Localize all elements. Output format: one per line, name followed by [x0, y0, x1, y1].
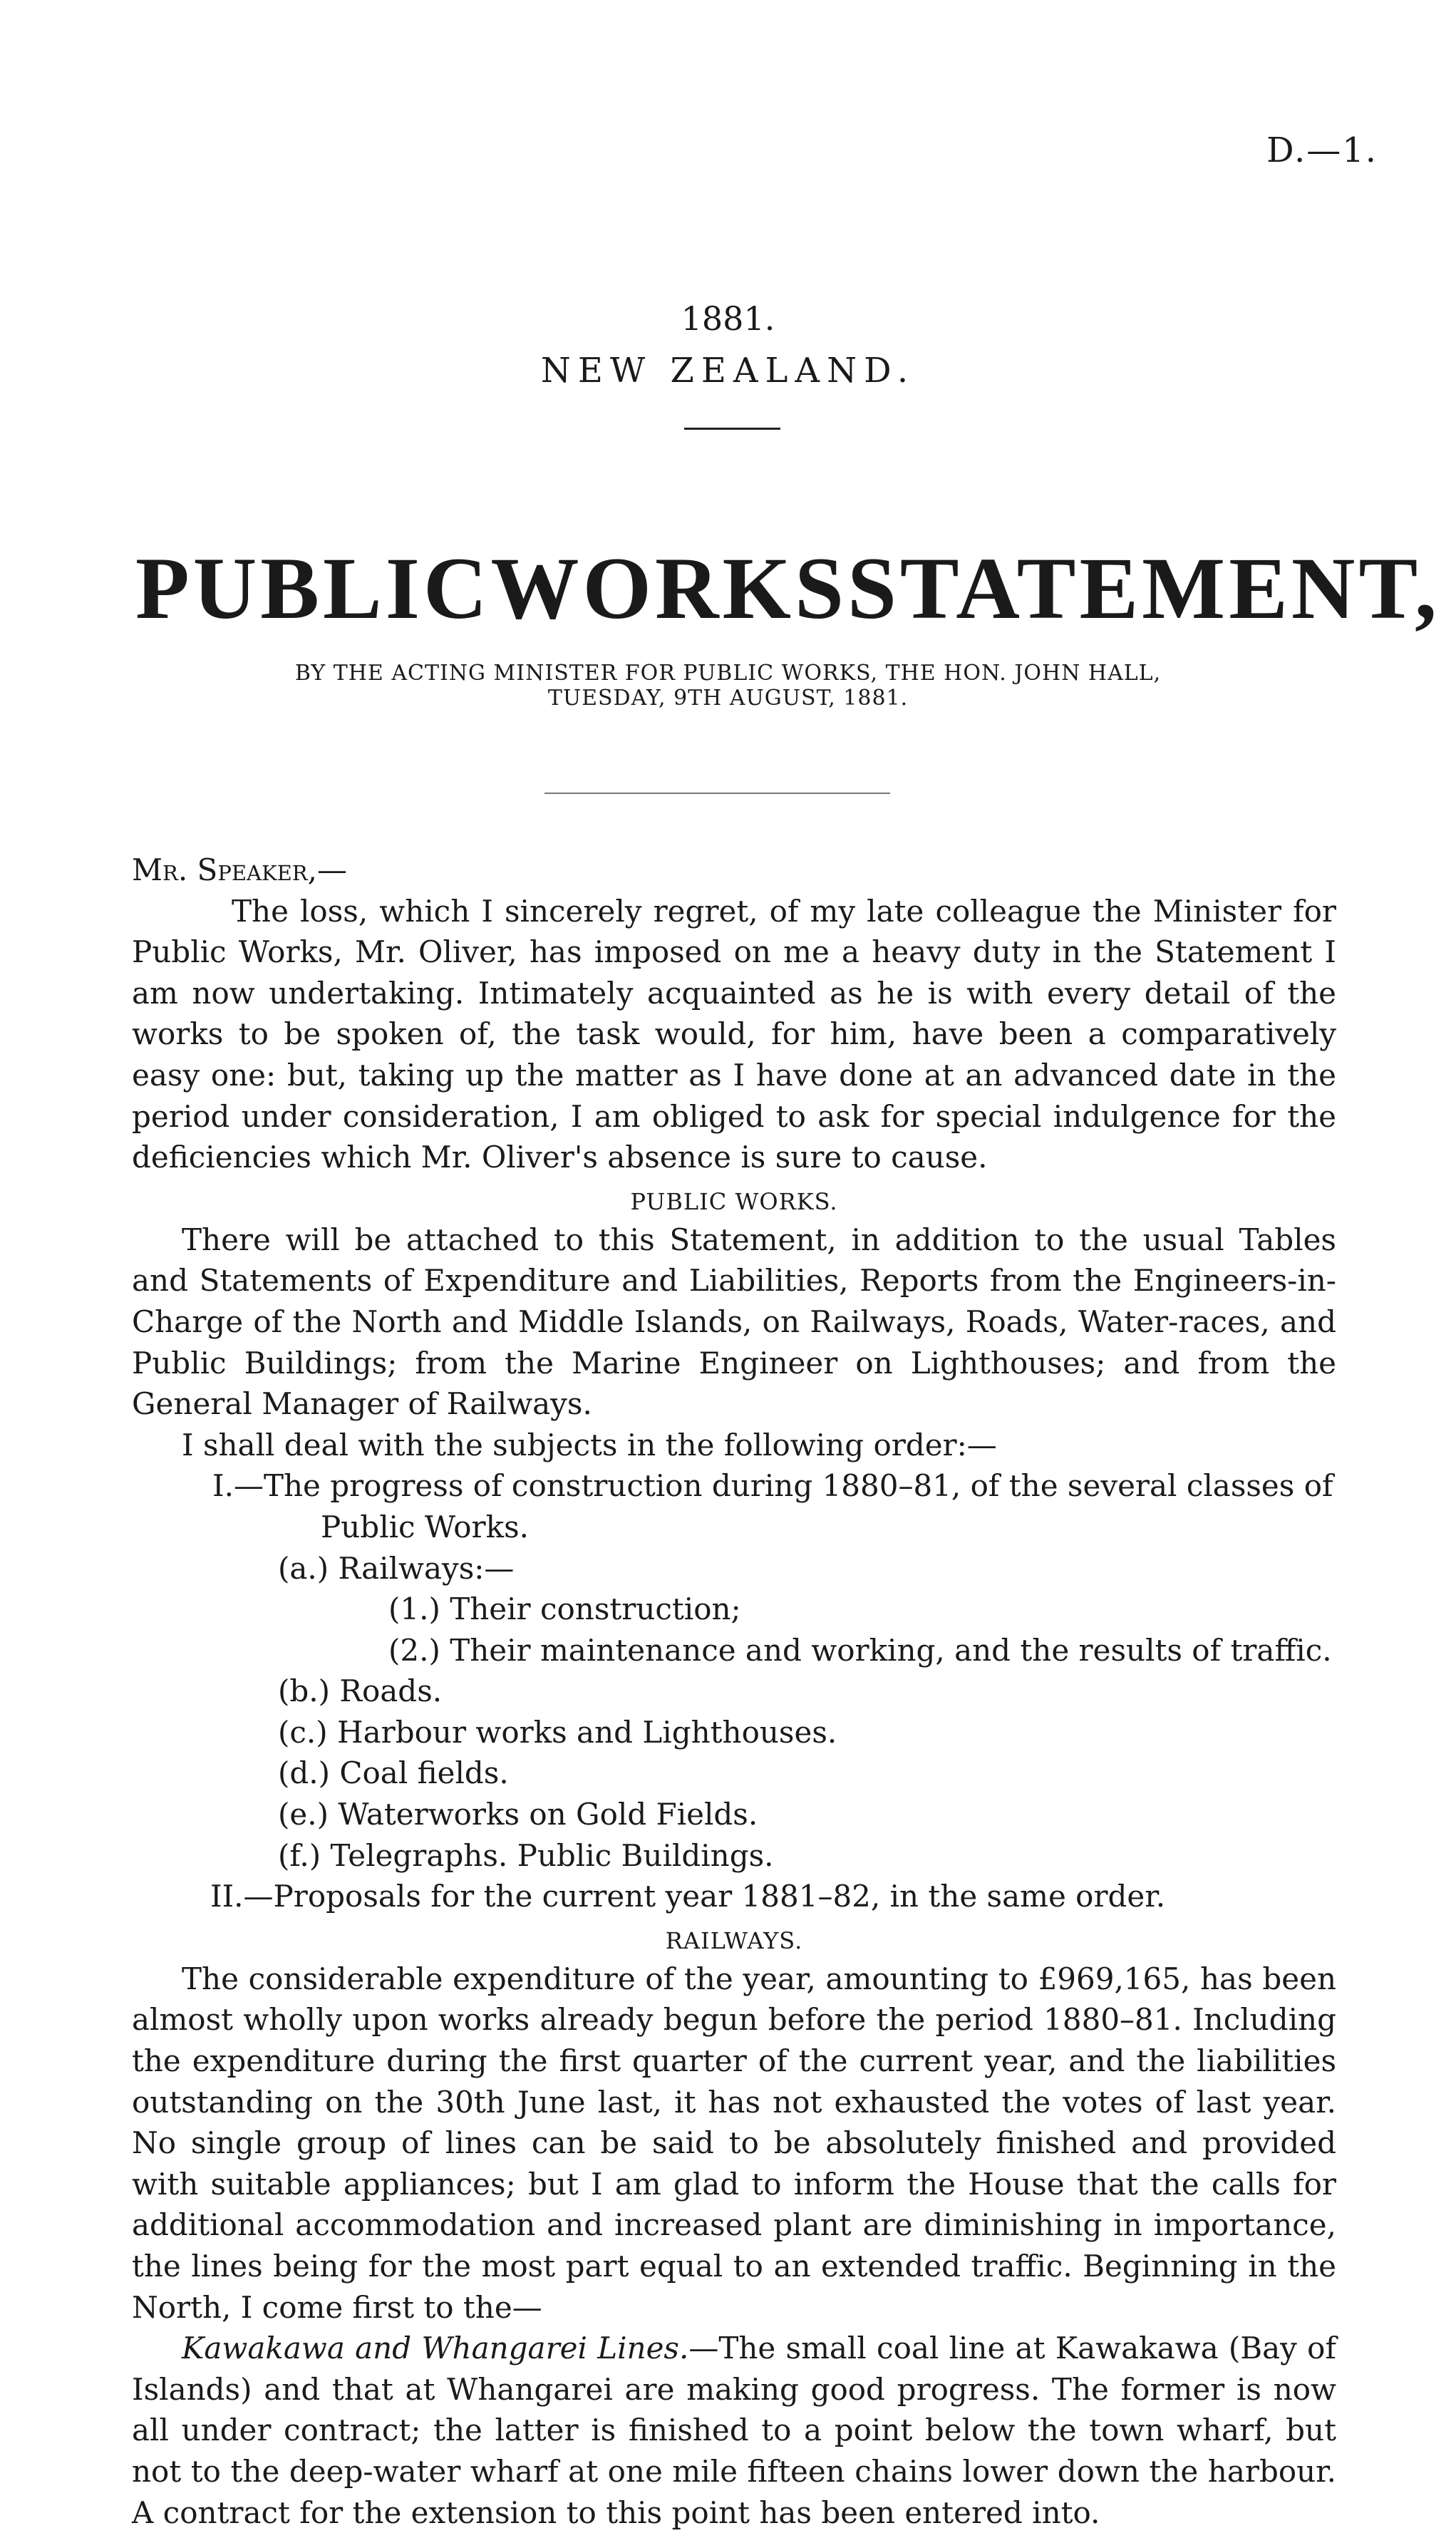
salutation: Mr. Speaker,— — [132, 852, 347, 887]
outline-item-f: (f.) Telegraphs. Public Buildings. — [278, 1837, 774, 1873]
outline-item-a1: (1.) Their construction; — [388, 1591, 741, 1627]
subtitle-line-1: BY THE ACTING MINISTER FOR PUBLIC WORKS, THE HON. JOHN HALL, — [294, 661, 1162, 686]
kawakawa-text: —The small coal line at Kawakawa (Bay of Islands) and that at Whangarei are making good progress. The former is now all under contract; the latter is finished to a point below the town wharf, but not to the deep-water wharf at one mile fifteen chains lower down the harbour. A contract for the extension to this point has been entered into. — [132, 2331, 1336, 2530]
heading-public-works: PUBLIC WORKS. — [630, 1187, 838, 1215]
subtitle — [0, 661, 1456, 711]
outline-item-c: (c.) Harbour works and Lighthouses. — [278, 1714, 837, 1750]
short-divider — [684, 428, 780, 430]
document-year: 1881. — [681, 299, 775, 338]
order-intro: I shall deal with the subjects in the following order:— — [182, 1427, 997, 1462]
title-word-public: PUBLIC — [135, 540, 491, 637]
outline-item-e: (e.) Waterworks on Gold Fields. — [278, 1797, 758, 1832]
outline-item-b: (b.) Roads. — [278, 1673, 443, 1709]
outline-item-a2: (2.) Their maintenance and working, and the results of traffic. — [388, 1632, 1332, 1668]
public-works-paragraph: There will be attached to this Statement, in addition to the usual Tables and Statements of Expenditure and Liabilities, Reports from the Engineers-in-Charge of the North and Middle Islands, on Railways, Roads, Water-races, and Public Buildings; from the Marine Engineer on Lighthouses; and from the General Manager of Railways. — [132, 1222, 1336, 1422]
main-title — [135, 538, 1440, 639]
outline-item-I-line1: I.—The progress of construction during 1880–81, of the several classes of — [212, 1468, 1333, 1504]
title-word-works: WORKS — [490, 540, 847, 637]
document-reference: D.—1. — [1266, 130, 1378, 170]
outline-item-I-line2: Public Works. — [321, 1509, 529, 1544]
document-country: NEW ZEALAND. — [540, 351, 916, 391]
title-word-statement: STATEMENT, — [847, 540, 1440, 637]
outline-item-a: (a.) Railways:— — [278, 1550, 515, 1586]
body-text — [132, 850, 1336, 2533]
long-divider — [544, 793, 890, 794]
subtitle-line-2: TUESDAY, 9TH AUGUST, 1881. — [547, 685, 909, 711]
intro-paragraph: The loss, which I sincerely regret, of my late colleague the Minister for Public Works, Mr. Oliver, has imposed on me a heavy duty in the Statement I am now undertaking. Intimately acquainted as he is with every detail of the works to be spoken of, the task would, for him, have been a comparatively easy one: but, taking up the matter as I have done at an advanced date in the period under consideration, I am obliged to ask for special indulgence for the deficiencies which Mr. Oliver's absence is sure to cause. — [132, 893, 1336, 1175]
heading-railways: RAILWAYS. — [665, 1926, 803, 1954]
railways-paragraph: The considerable expenditure of the year, amounting to £969,165, has been almost wholly upon works already begun before the period 1880–81. Including the expenditure during the first quarter of the current year, and the liabilities outstanding on the 30th June last, it has not exhausted the votes of last year. No single group of lines can be said to be absolutely finished and provided with suitable appliances; but I am glad to inform the House that the calls for additional accommodation and increased plant are diminishing in importance, the lines being for the most part equal to an extended traffic. Beginning in the North, I come first to the— — [132, 1961, 1336, 2325]
outline-item-d: (d.) Coal fields. — [278, 1755, 509, 1791]
kawakawa-paragraph — [132, 2328, 1336, 2533]
outline-item-II: II.—Proposals for the current year 1881–82, in the same order. — [210, 1879, 1166, 1914]
kawakawa-heading: Kawakawa and Whangarei Lines. — [182, 2331, 689, 2366]
